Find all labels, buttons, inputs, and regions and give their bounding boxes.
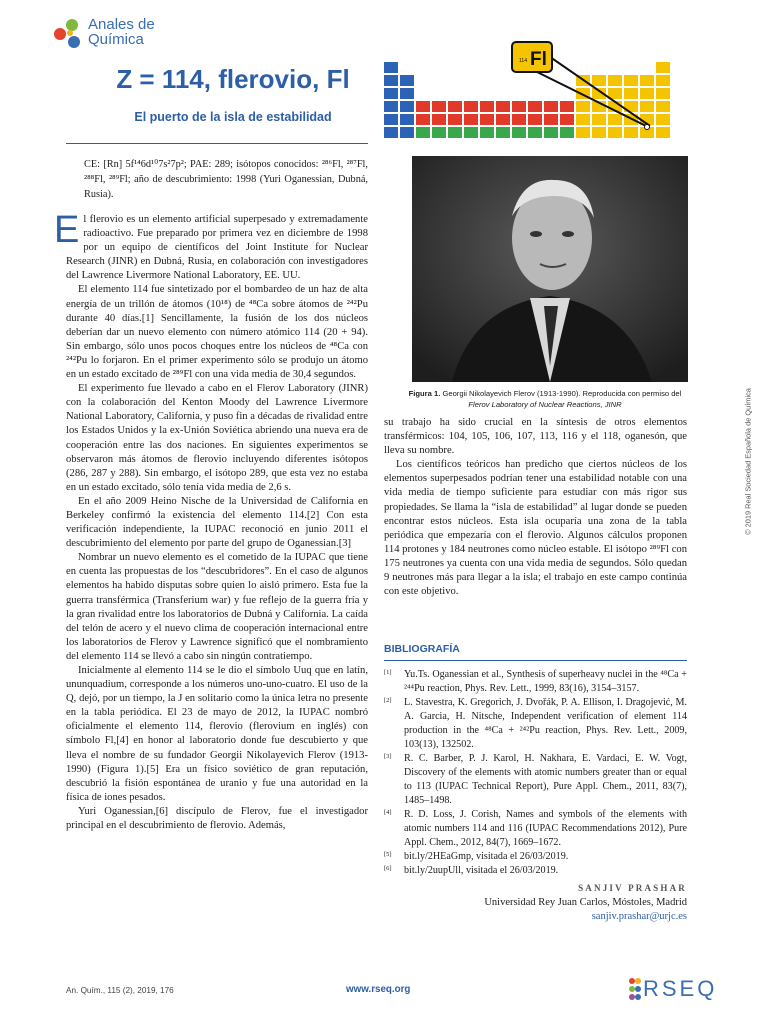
reference-item[interactable]: [6] bit.ly/2uupUll, visitada el 26/03/2019. xyxy=(384,865,559,876)
rseq-logo-text: RSEQ xyxy=(643,976,718,1001)
pt-cell xyxy=(512,114,526,125)
bibliography-list xyxy=(384,668,687,878)
pt-cell xyxy=(592,114,606,125)
pt-cell xyxy=(464,101,478,112)
pt-cell xyxy=(512,101,526,112)
flerov-portrait-photo xyxy=(412,156,688,382)
pt-cell xyxy=(656,127,670,138)
pt-cell xyxy=(656,62,670,73)
pt-cell xyxy=(592,127,606,138)
fl-cell-marker xyxy=(645,125,650,130)
pt-cell xyxy=(576,101,590,112)
body-paragraph: En el año 2009 Heino Nische de la Universidad de California en Berkeley confirmó la existencia del elemento 114.[2] Con esta verificación independiente, la IUPAC reconoció en junio 2011 el descubrimiento del elemento por parte del grupo de Oganessian.[3] xyxy=(66,495,368,550)
pt-cell xyxy=(560,101,574,112)
bibliography-divider xyxy=(384,660,687,661)
pt-cell xyxy=(528,127,542,138)
pt-cell xyxy=(624,127,638,138)
body-paragraph: El flerovio es un elemento artificial superpesado y extremadamente radioactivo. Fue preparado por primera vez en diciembre de 1998 por un equipo de científicos del Joint Institute for Nuclear Research (JINR) en Dubná, Rusia, en colaboración con investigadores del Lawrence Livermore National Laboratory, EE. UU. xyxy=(54,209,368,282)
reference-item: [3] R. C. Barber, P. J. Karol, H. Nakhara, E. Vardaci, E. W. Vogt, Discovery of the elements with atomic numbers greater than or equal to 113 (IUPAC Technical Report), Pure Appl. Chem., 2011, 83(7), 1485–1498. xyxy=(384,753,687,806)
pt-cell xyxy=(448,101,462,112)
pt-cell xyxy=(592,75,606,86)
rseq-mark-icon xyxy=(628,976,642,1002)
footer-website-link[interactable]: www.rseq.org xyxy=(346,984,411,995)
pt-cell xyxy=(448,127,462,138)
figure-caption xyxy=(395,388,695,410)
pt-cell xyxy=(432,114,446,125)
journal-name-line2: Química xyxy=(88,31,144,48)
pt-cell xyxy=(528,101,542,112)
element-badge-mass: 114 xyxy=(519,58,527,64)
pt-cell xyxy=(432,127,446,138)
pt-cell xyxy=(640,75,654,86)
author-affiliation: Universidad Rey Juan Carlos, Móstoles, Madrid xyxy=(484,897,687,908)
body-paragraph: Inicialmente al elemento 114 se le dio el símbolo Uuq que en latín, ununquadium, corresponde a los números uno-uno-cuatro. El uso de la Q, dejó, por un tiempo, la J en solitario como la única letra no presente en la tabla periódica. El 23 de mayo de 2012, la IUPAC nombró oficialmente el elemento 114, flerovio (flerovium en inglés) con símbolo Fl,[4] en honor al laboratorio donde fue descubierto y que lleva el nombre de su fundador Georgii Nikolayevich Flerov (1913-1990) (Figura 1).[5] Era un físico soviético de gran reputación, descubrió la fisión espontánea de uranio y fue una autoridad en la física de iones pesados. xyxy=(66,665,368,803)
pt-cell xyxy=(464,127,478,138)
pt-cell xyxy=(496,114,510,125)
figure-caption-line2: Flerov Laboratory of Nuclear Reactions, JINR xyxy=(468,400,622,409)
author-email-link[interactable]: sanjiv.prashar@urjc.es xyxy=(591,911,687,922)
pt-cell xyxy=(656,88,670,99)
reference-item: [1] Yu.Ts. Oganessian et al., Synthesis of superheavy nuclei in the ⁴⁸Ca + ²⁴⁴Pu reaction, Phys. Rev. Lett., 1999, 83(16), 3154–3157. xyxy=(384,669,687,694)
pt-cell xyxy=(384,114,398,125)
molecule-logo-icon xyxy=(50,17,86,51)
pt-cell xyxy=(384,101,398,112)
pt-cell xyxy=(496,127,510,138)
pt-cell xyxy=(496,101,510,112)
pt-cell xyxy=(640,101,654,112)
pt-cell xyxy=(544,127,558,138)
periodic-table-cells xyxy=(384,62,670,138)
pt-cell xyxy=(400,114,414,125)
pt-cell xyxy=(416,127,430,138)
body-paragraph: Nombrar un nuevo elemento es el cometido de la IUPAC que tiene en cuenta las propuestas de los “descubridores”. En el caso de algunos elementos ha habido disputas sobre quien lo aisló primero. Esta fue la guerra transférmica (Transferium war) y fue reflejo de la guerra fría y la gran rivalidad entre los laboratorios de Dubná y California. La caída del telón de acero y el nuevo clima de cooperación internacional entre los laboratorios de Flerov y Lawrence significó que el nombramiento del elemento 114 se llevó a cabo sin ningún contratiempo. xyxy=(66,552,368,662)
pt-cell xyxy=(656,75,670,86)
reference-item[interactable]: [5] bit.ly/2HEaGmp, visitada el 26/03/2019. xyxy=(384,851,569,862)
body-paragraph: su trabajo ha sido crucial en la síntesis de otros elementos transférmicos: 104, 105, 106, 107, 113, 116 y el 118, oganesón, que lleva su nombre. xyxy=(384,417,687,457)
pt-cell xyxy=(464,114,478,125)
pt-cell xyxy=(640,88,654,99)
pt-cell xyxy=(384,127,398,138)
page-subtitle: El puerto de la isla de estabilidad xyxy=(134,110,332,124)
pt-cell xyxy=(608,114,622,125)
drop-cap: E xyxy=(54,209,80,251)
pt-cell xyxy=(416,101,430,112)
pt-cell xyxy=(400,101,414,112)
pt-cell xyxy=(384,88,398,99)
journal-logo xyxy=(50,17,180,51)
page-title: Z = 114, flerovio, Fl xyxy=(116,64,350,94)
pt-cell xyxy=(544,114,558,125)
pt-cell xyxy=(608,75,622,86)
bibliography-heading: BIBLIOGRAFÍA xyxy=(384,643,460,655)
pt-cell xyxy=(576,127,590,138)
portrait-illustration xyxy=(412,156,688,382)
body-paragraph: El elemento 114 fue sintetizado por el bombardeo de un haz de alta energía de un trillón de átomos (10¹⁸) de ⁴⁸Ca sobre átomos de ²⁴²Pu durante 40 días.[1] Sencillamente, la fusión de los dos núcleos deberían dar un nuevo elemento con número atómico 114 (20 + 94). Sin embargo, sólo unos pocos choques entre los núcleos de ⁴⁸Ca con ²⁴²Pu lo forjaron. En el primer experimento sólo se produjo un átomo en un estado excitado de ²⁸⁹Fl con una vida media de 30,4 segundos. xyxy=(66,284,368,381)
pt-cell xyxy=(400,127,414,138)
pt-cell xyxy=(384,75,398,86)
pt-cell xyxy=(544,101,558,112)
pt-cell xyxy=(512,127,526,138)
element-badge-symbol: Fl xyxy=(530,49,547,70)
pt-cell xyxy=(400,88,414,99)
pt-cell xyxy=(624,75,638,86)
pt-cell xyxy=(432,101,446,112)
pt-cell xyxy=(416,114,430,125)
body-paragraph: Yuri Oganessian,[6] discípulo de Flerov, fue el investigador principal en el descubrimiento de flerovio. Además, xyxy=(66,805,368,832)
pt-cell xyxy=(384,62,398,73)
body-column-right xyxy=(384,416,687,599)
element-summary: CE: [Rn] 5f¹⁴6d¹⁰7s²7p²; PAE: 289; isótopos conocidos: ²⁸⁶Fl, ²⁸⁷Fl, ²⁸⁸Fl, ²⁸⁹Fl; año de descubrimiento: 1998 (Yuri Oganessian, Dubná, Rusia). xyxy=(84,159,368,200)
pt-cell xyxy=(400,75,414,86)
reference-item: [2] L. Stavestra, K. Gregorich, J. Dvořák, P. A. Ellison, I. Dragojević, M. A. Garcia, H. Nitsche, Independent verification of element 114 production in the ⁴⁸Ca + ²⁴²Pu reaction, Phys. Rev. Lett., 2009, 103(13), 132502. xyxy=(384,697,687,750)
pt-cell xyxy=(480,114,494,125)
periodic-table-graphic xyxy=(384,40,684,140)
pt-cell xyxy=(624,88,638,99)
pt-cell xyxy=(480,101,494,112)
rseq-logo xyxy=(628,974,718,1002)
pt-cell xyxy=(528,114,542,125)
body-paragraph: El experimento fue llevado a cabo en el Flerov Laboratory (JINR) con la colaboración del Kenton Moody del Lawrence Livermore National Laboratory, California, y puso fin a décadas de rivalidad entre los Estados Unidos y la ex-Unión Soviética abriendo una nueva era de cooperación entre las dos naciones. En siguientes experimentos se observaron más átomos de flerovio incluyendo diferentes isótopos (286, 287 y 288). Sin embargo, el isótopo 289, que esta vez no estaba en un estado excitado, sólo tenía vida media de 2,6 s. xyxy=(66,383,368,493)
figure-caption-line1: Georgii Nikolayevich Flerov (1913-1990). Reproducida con permiso del xyxy=(442,389,682,398)
pt-cell xyxy=(608,127,622,138)
body-paragraph: Los científicos teóricos han predicho que ciertos núcleos de los elementos superpesados podrían tener una estabilidad notable con una vida media de tiempo suficiente para estudiar con más rigor sus propiedades. Se llama la “isla de estabilidad” al lugar donde se pueden encontrar estos núcleos. Esta isla ocuparía una zona de la tabla periódica que empezaría con el flerovio. Algunos cálculos proponen 114 protones y 184 neutrones como núcleo estable. El isótopo ²⁸⁹Fl con 175 neutrones ya cuenta con una vida media de segundos. Sólo quedan 9 neutrones más para llegar a la isla; el trabajo en este campo continúa con este objetivo. xyxy=(384,459,687,598)
journal-name-line1: Anales de xyxy=(88,16,155,33)
pt-cell xyxy=(448,114,462,125)
pt-cell xyxy=(656,101,670,112)
pt-cell xyxy=(480,127,494,138)
title-divider xyxy=(66,143,368,144)
author-name: SANJIV PRASHAR xyxy=(578,883,687,893)
pt-cell xyxy=(560,114,574,125)
reference-item: [4] R. D. Loss, J. Corish, Names and symbols of the elements with atomic numbers 114 and 116 (IUPAC Recommendations 2012), Pure Appl. Chem., 2012, 84(7), 1669–1672. xyxy=(384,809,687,848)
pt-cell xyxy=(656,114,670,125)
figure-label: Figura 1. xyxy=(408,389,441,398)
pt-cell xyxy=(560,127,574,138)
body-column-left xyxy=(54,209,368,833)
pt-cell xyxy=(576,114,590,125)
footer-citation: An. Quím., 115 (2), 2019, 176 xyxy=(66,986,174,995)
